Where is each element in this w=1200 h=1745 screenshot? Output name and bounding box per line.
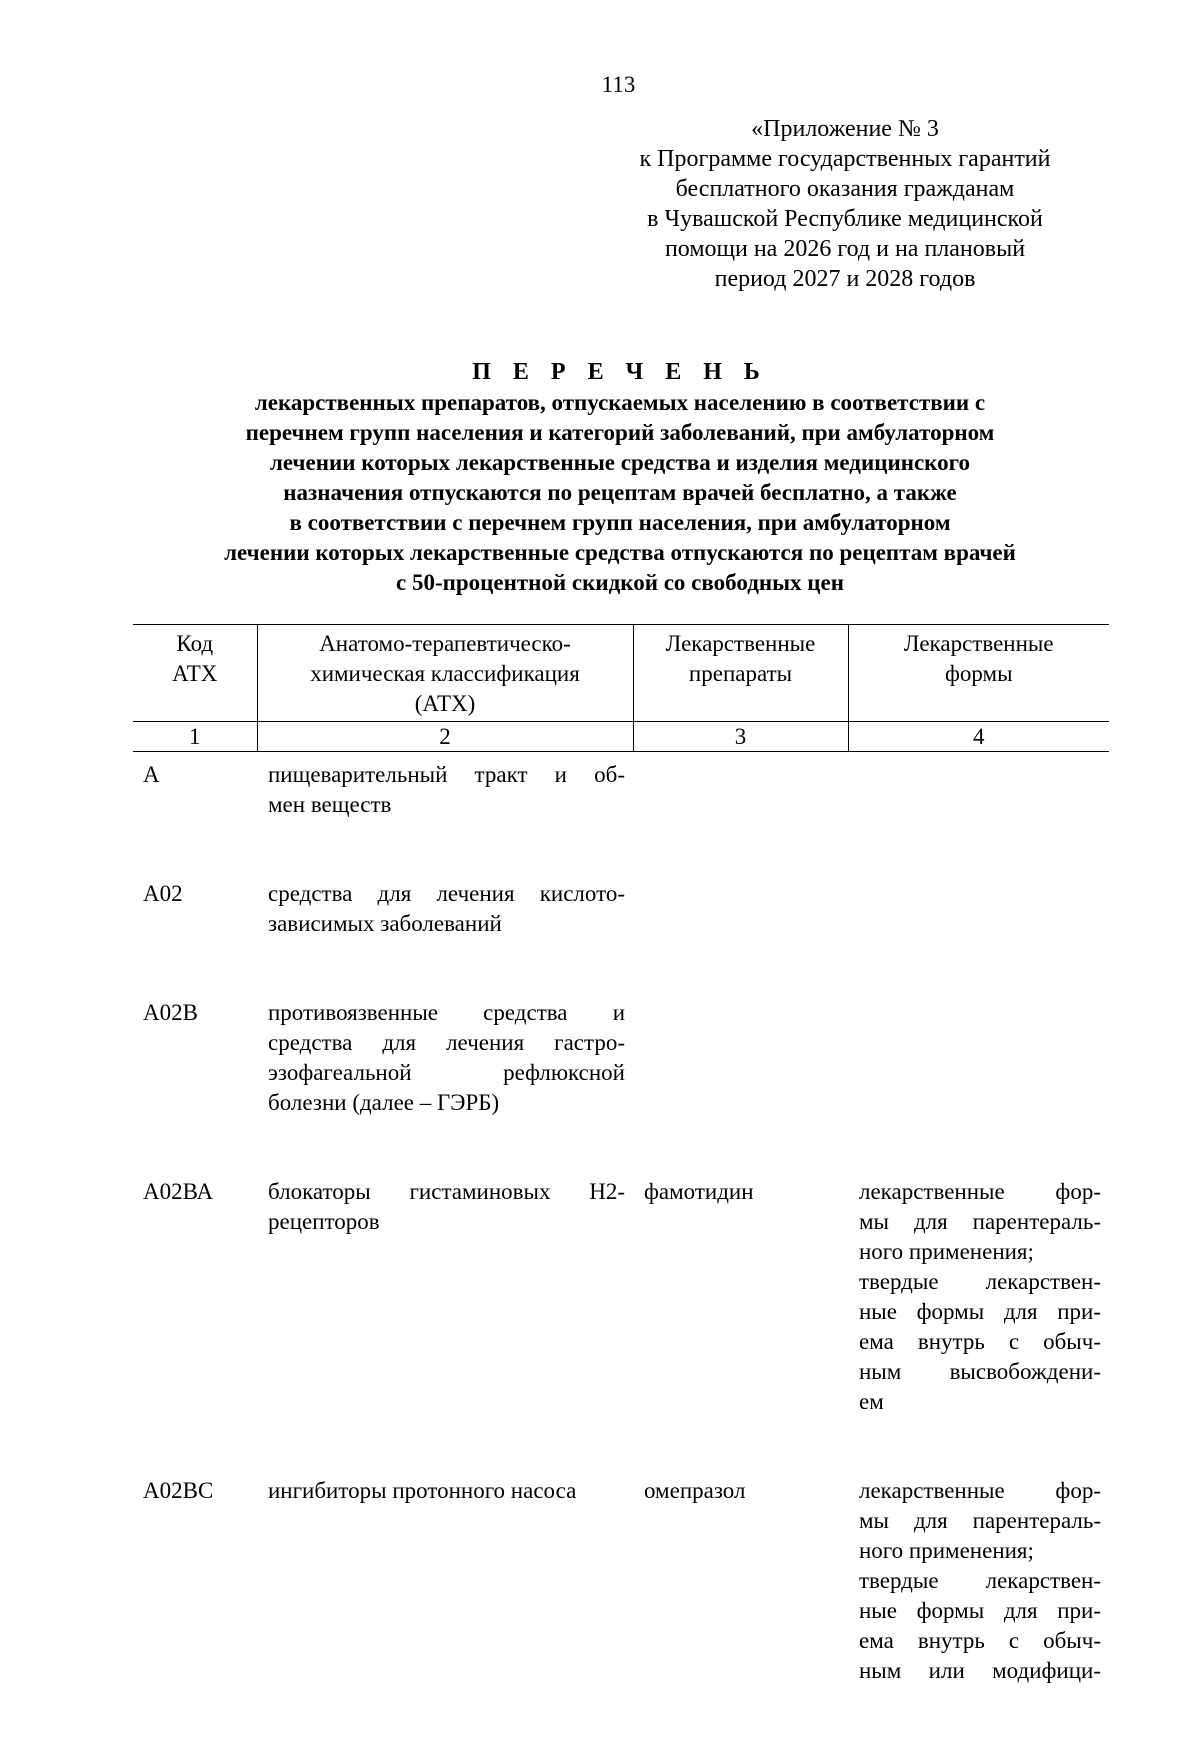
atc-code: А bbox=[143, 762, 160, 787]
title-line: назначения отпускаются по рецептам врачей бесплатно, а также bbox=[283, 480, 957, 505]
column-number: 2 bbox=[257, 722, 633, 752]
appendix-line: помощи на 2026 год и на плановый bbox=[664, 236, 1026, 262]
appendix-header bbox=[600, 114, 1090, 294]
title-line: лекарственных препаратов, отпускаемых населению в соответствии с bbox=[254, 390, 986, 415]
dosage-form-line: ема внутрь с обыч- bbox=[859, 1329, 1101, 1354]
title-line: лечении которых лекарственные средства отпускаются по рецептам врачей bbox=[224, 540, 1016, 565]
table-row bbox=[133, 879, 1109, 998]
dosage-form-line: ема внутрь с обыч- bbox=[859, 1628, 1101, 1653]
title-line: в соответствии с перечнем групп населения, при амбулаторном bbox=[289, 510, 951, 535]
column-number: 3 bbox=[633, 722, 848, 752]
document-title bbox=[130, 357, 1110, 598]
atc-name bbox=[257, 879, 633, 998]
atc-name-line: противоязвенные средства и bbox=[268, 1000, 625, 1025]
header-text: Анатомо-терапевтическо- bbox=[319, 631, 571, 656]
dosage-forms bbox=[848, 1177, 1109, 1476]
dosage-forms bbox=[848, 752, 1109, 880]
appendix-line: в Чувашской Республике медицинской bbox=[647, 206, 1043, 232]
atc-name-line: блокаторы гистаминовых Н2- bbox=[268, 1179, 625, 1204]
table-header-row bbox=[133, 625, 1109, 722]
dosage-forms bbox=[848, 879, 1109, 998]
atc-name-line: средства для лечения гастро- bbox=[268, 1030, 625, 1055]
drug-name bbox=[633, 879, 848, 998]
table-row bbox=[133, 998, 1109, 1177]
drug-name bbox=[633, 998, 848, 1177]
appendix-line: период 2027 и 2028 годов bbox=[714, 266, 976, 292]
appendix-line: бесплатного оказания гражданам bbox=[675, 176, 1015, 202]
atc-name bbox=[257, 998, 633, 1177]
drug-list-table bbox=[133, 624, 1109, 1745]
dosage-form-line: ного применения; bbox=[859, 1538, 1034, 1563]
column-number-row bbox=[133, 722, 1109, 752]
atc-code: А02 bbox=[143, 881, 183, 906]
drug-name: омепразол bbox=[644, 1478, 746, 1503]
header-text: Код bbox=[176, 631, 214, 656]
table-row bbox=[133, 752, 1109, 880]
header-code bbox=[133, 625, 257, 722]
header-text: препараты bbox=[688, 661, 793, 686]
dosage-form-line: твердые лекарствен- bbox=[859, 1568, 1101, 1593]
appendix-line: к Программе государственных гарантий bbox=[639, 146, 1051, 172]
dosage-form-line: ным высвобождени- bbox=[859, 1359, 1101, 1384]
atc-code: А02ВС bbox=[143, 1478, 214, 1503]
drug-name bbox=[633, 752, 848, 880]
header-text: Лекарственные bbox=[665, 631, 816, 656]
atc-name bbox=[257, 1476, 633, 1745]
atc-name-line: болезни (далее – ГЭРБ) bbox=[268, 1090, 500, 1115]
appendix-line: «Приложение № 3 bbox=[751, 116, 939, 142]
atc-code: А02ВА bbox=[143, 1179, 214, 1204]
dosage-form-line: ные формы для при- bbox=[859, 1598, 1101, 1623]
table-row bbox=[133, 1177, 1109, 1476]
atc-name-line: пищеварительный тракт и об- bbox=[268, 762, 625, 787]
table-row bbox=[133, 1476, 1109, 1745]
dosage-form-line: ным или модифици- bbox=[859, 1658, 1101, 1683]
atc-name-line: ингибиторы протонного насоса bbox=[268, 1478, 577, 1503]
column-number: 1 bbox=[133, 722, 257, 752]
atc-name bbox=[257, 1177, 633, 1476]
atc-name bbox=[257, 752, 633, 880]
dosage-form-line: ем bbox=[859, 1389, 884, 1414]
dosage-form-line: ного применения; bbox=[859, 1239, 1034, 1264]
dosage-form-line: твердые лекарствен- bbox=[859, 1269, 1101, 1294]
title-line: перечнем групп населения и категорий заболеваний, при амбулаторном bbox=[245, 420, 995, 445]
drug-name: фамотидин bbox=[644, 1179, 754, 1204]
atc-name-line: рецепторов bbox=[268, 1209, 380, 1234]
page-number: 113 bbox=[601, 72, 636, 97]
atc-name-line: средства для лечения кислото- bbox=[268, 881, 625, 906]
column-number: 4 bbox=[848, 722, 1109, 752]
atc-code: А02В bbox=[143, 1000, 198, 1025]
title-heading: П Е Р Е Ч Е Н Ь bbox=[472, 359, 768, 385]
header-classification bbox=[257, 625, 633, 722]
header-text: Лекарственные bbox=[903, 631, 1054, 656]
atc-name-line: зависимых заболеваний bbox=[268, 911, 502, 936]
title-line: лечении которых лекарственные средства и изделия медицинского bbox=[270, 450, 970, 475]
header-forms bbox=[848, 625, 1109, 722]
dosage-form-line: мы для парентераль- bbox=[859, 1209, 1101, 1234]
header-text: АТХ bbox=[172, 661, 218, 686]
title-line: с 50-процентной скидкой со свободных цен bbox=[396, 570, 844, 595]
header-drugs bbox=[633, 625, 848, 722]
atc-name-line: эзофагеальной рефлюксной bbox=[268, 1060, 625, 1085]
atc-name-line: мен веществ bbox=[268, 792, 392, 817]
header-text: химическая классификация bbox=[310, 661, 580, 686]
dosage-forms bbox=[848, 998, 1109, 1177]
dosage-form-line: лекарственные фор- bbox=[859, 1179, 1101, 1204]
header-text: формы bbox=[944, 661, 1013, 686]
dosage-form-line: мы для парентераль- bbox=[859, 1508, 1101, 1533]
dosage-forms bbox=[848, 1476, 1109, 1745]
header-text: (АТХ) bbox=[414, 691, 476, 716]
dosage-form-line: ные формы для при- bbox=[859, 1299, 1101, 1324]
dosage-form-line: лекарственные фор- bbox=[859, 1478, 1101, 1503]
